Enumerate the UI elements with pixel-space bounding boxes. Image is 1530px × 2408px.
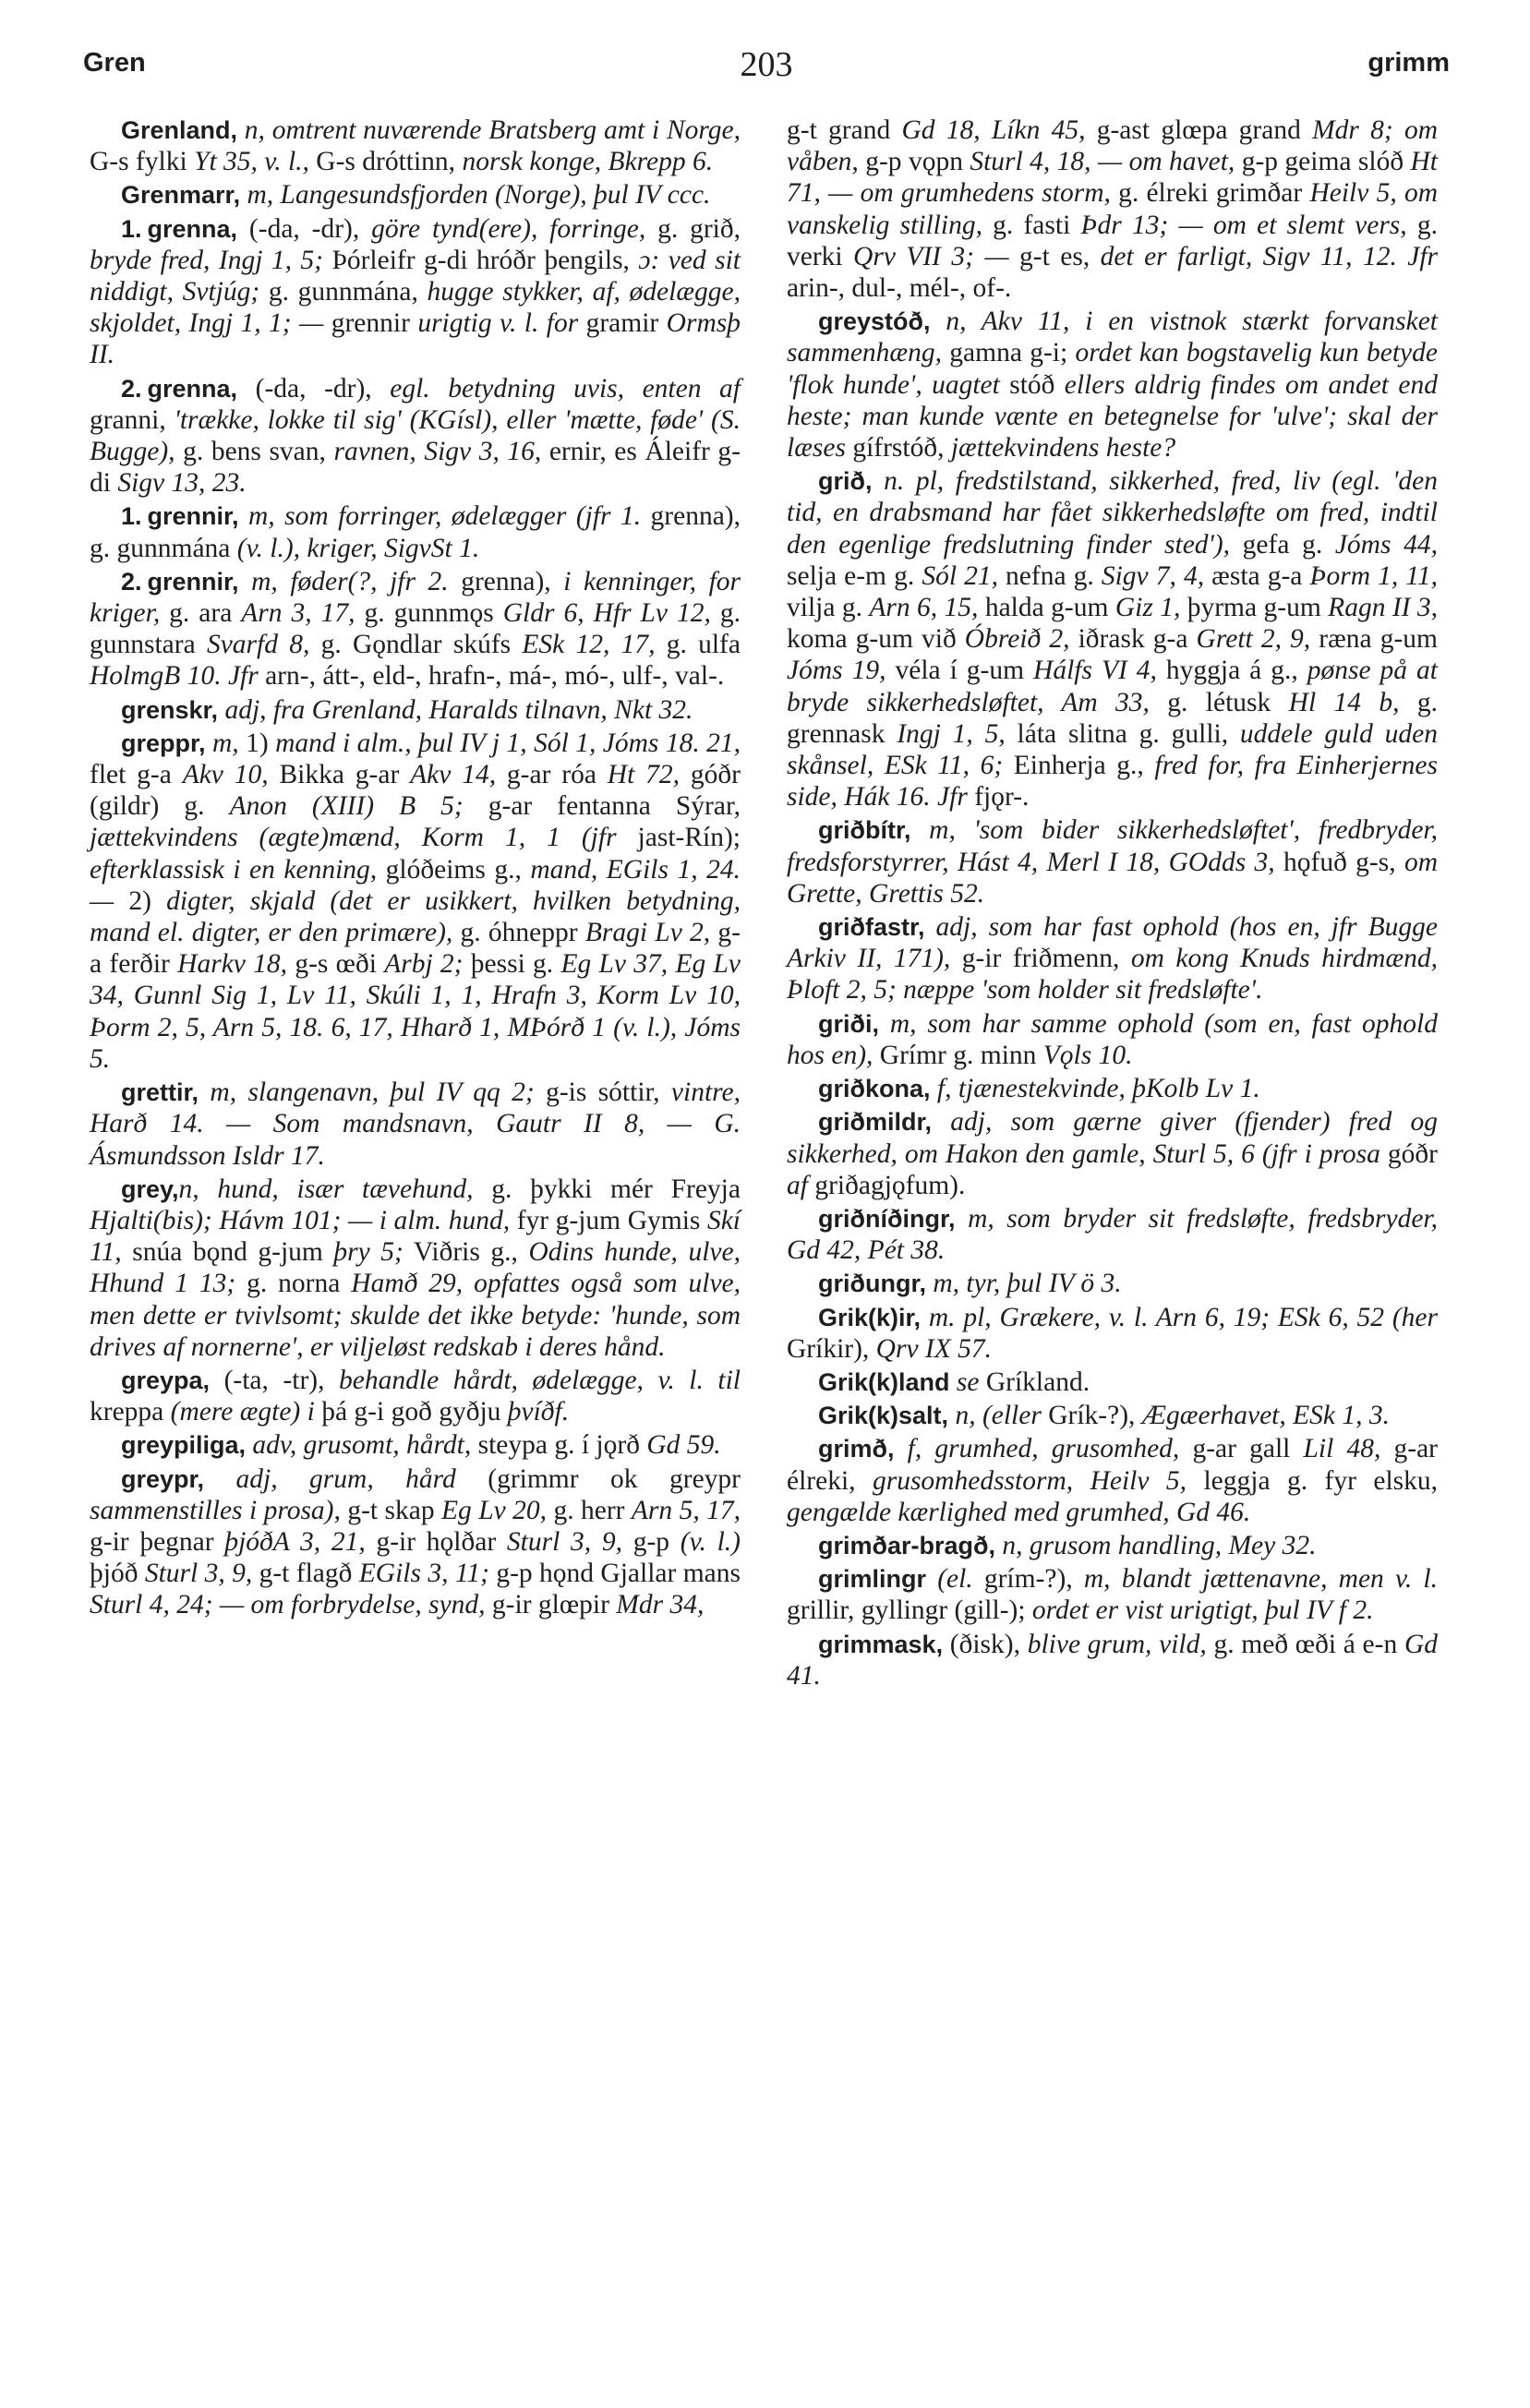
definition-text: láta slitna g. gulli,: [1005, 718, 1240, 749]
definition-text: gefa g.: [1230, 529, 1335, 560]
definition-text: Einherja g.,: [1003, 751, 1155, 781]
definition-text: g. norna: [235, 1269, 352, 1299]
definition-italic: n, grusom handling, Mey 32.: [995, 1530, 1317, 1560]
headword: grettir,: [121, 1078, 199, 1107]
dictionary-entry: [787, 114, 1438, 304]
right-guide-word: grimm: [1367, 48, 1450, 78]
dictionary-entry: [90, 1463, 741, 1621]
definition-italic: mand i alm., þul IV j 1, Sól 1, Jóms 18. 21,: [275, 728, 741, 758]
sense-number: 1.: [121, 502, 142, 531]
definition-italic: Sigv 7, 4,: [1101, 560, 1205, 591]
headword: griðmildr,: [818, 1108, 933, 1137]
definition-italic: sammenstilles i prosa),: [90, 1495, 341, 1525]
definition-text: g-ir friðmenn,: [950, 944, 1131, 974]
definition-italic: Giz 1,: [1114, 593, 1181, 623]
definition-italic: Hamð 29, opfattes også som ulve, men dette er tvivlsomt; skulde det ikke betyde: 'hunde, som drives af nornerne', er viljeløst redskab i deres hånd.: [90, 1269, 741, 1362]
definition-italic: Arn 3, 17,: [241, 598, 355, 629]
definition-italic: ordet kan bogstavelig kun betyde 'flok hunde', uagtet: [787, 338, 1438, 400]
definition-text: arn-, átt-, eld-, hrafn-, má-, mó-, ulf-, val-.: [258, 661, 725, 692]
dictionary-entry: [90, 1174, 741, 1363]
definition-text: (ðisk),: [943, 1629, 1028, 1659]
dictionary-entry: [787, 1203, 1438, 1266]
definition-italic: (v. l.): [680, 1526, 741, 1557]
definition-text: g. verki: [787, 210, 1438, 271]
definition-italic: digter, skjald (det er usikkert, hvilken betydning, mand el. digter, er den primære),: [90, 885, 741, 948]
definition-text: Grík-?),: [1041, 1401, 1142, 1431]
dictionary-entry: [787, 465, 1438, 813]
definition-italic: Ægæerhavet, ESk 1, 3.: [1141, 1401, 1390, 1431]
headword: Grik(k)salt,: [818, 1402, 949, 1430]
definition-italic: Hl 14 b,: [1288, 687, 1400, 717]
definition-italic: Odins hunde, ulve, Hhund 1 13;: [90, 1237, 741, 1299]
definition-text: G-s dróttinn,: [308, 147, 463, 177]
definition-text: g. óhneppr: [452, 918, 585, 948]
definition-italic: göre tynd(ere), forringe,: [371, 213, 646, 244]
definition-italic: jættekvindens heste?: [950, 433, 1176, 464]
definition-italic: adj, som gærne giver (fjender) fred og sikkerhed, om Hakon den gamle, Sturl 5, 6 (jfr i prosa: [787, 1107, 1438, 1169]
definition-text: g. ara: [160, 598, 242, 629]
definition-text: glóðeims g.,: [377, 854, 531, 885]
definition-text: hyggja á g.,: [1156, 656, 1307, 686]
headword: greypa,: [121, 1366, 211, 1394]
definition-text: g. ulfa: [655, 630, 741, 660]
definition-text: g. bens svan,: [175, 437, 334, 467]
headword: grimmask,: [818, 1630, 944, 1658]
definition-text: g-a ferðir: [90, 918, 741, 980]
definition-text: fjǫr-.: [967, 782, 1030, 813]
definition-italic: Sól 21,: [922, 560, 998, 591]
definition-italic: Jóms 44,: [1334, 529, 1438, 560]
definition-italic: behandle hårdt, ødelægge, v. l. til: [339, 1365, 741, 1395]
definition-text: g. með œði á e-n: [1206, 1629, 1404, 1659]
dictionary-entry: [787, 1530, 1438, 1561]
dictionary-entry: [90, 114, 741, 177]
sense-number: 2.: [121, 567, 142, 596]
dictionary-entry: [90, 373, 741, 500]
headword: griðfastr,: [818, 913, 925, 942]
definition-text: nefna g.: [997, 560, 1102, 591]
headword: greystóð,: [818, 307, 931, 336]
definition-text: g. gunnmána,: [259, 277, 428, 307]
definition-text: koma g-um við: [787, 624, 965, 655]
dictionary-entry: [787, 1629, 1438, 1692]
headword: griðungr,: [818, 1270, 926, 1298]
definition-italic: Akv 14,: [410, 760, 497, 790]
headword: greppr,: [121, 728, 206, 757]
definition-italic: Ht 71, — om grumhedens storm,: [787, 147, 1438, 209]
headword: grenskr,: [121, 695, 219, 724]
running-header: [83, 45, 1450, 94]
definition-italic: af: [787, 1170, 808, 1200]
definition-italic: bryde fred, Ingj 1, 5;: [90, 245, 323, 275]
left-column: [90, 114, 741, 1623]
definition-italic: m, som har samme ophold (som en, fast ophold hos en),: [787, 1008, 1438, 1070]
definition-text: þjóð: [90, 1559, 145, 1589]
dictionary-entry: [787, 1400, 1438, 1431]
definition-text: Viðris g.,: [403, 1237, 529, 1268]
definition-italic: Jóms 19,: [787, 656, 886, 686]
dictionary-entry: [787, 814, 1438, 909]
definition-text: g. grennask: [787, 687, 1439, 749]
headword: griðníðingr,: [818, 1204, 956, 1233]
dictionary-entry: [787, 1302, 1438, 1365]
definition-italic: jættekvindens (ægte)mænd, Korm 1, 1 (jfr: [90, 823, 617, 853]
definition-italic: Sigv 13, 23.: [117, 468, 247, 499]
definition-italic: n,: [930, 307, 982, 337]
definition-italic: Sturl 3, 9,: [506, 1526, 622, 1557]
definition-italic: om kong Knuds hirdmænd, Þloft 2, 5; næppe 'som holder sit fredsløfte'.: [787, 944, 1439, 1005]
definition-text: grenna), g. gunnmána: [90, 501, 741, 563]
definition-text: Bikka g-ar: [268, 760, 411, 790]
definition-text: (-da, -dr),: [237, 213, 372, 244]
definition-italic: gengælde kærlighed med grumhed, Gd 46.: [787, 1497, 1251, 1527]
definition-italic: Gd 41.: [787, 1629, 1438, 1691]
definition-text: g-s œði: [287, 949, 385, 980]
definition-italic: m, føder(?, jfr 2.: [238, 566, 449, 596]
definition-text: æsta g-a: [1204, 560, 1310, 591]
definition-text: g. élreki grimðar: [1110, 178, 1310, 209]
definition-italic: Arn 5, 17,: [631, 1495, 741, 1525]
definition-italic: n, omtrent nuværende Bratsberg amt i Norge,: [237, 115, 741, 145]
definition-text: jast-Rín);: [616, 823, 741, 853]
definition-italic: hugge stykker, af, ødelægge, skjoldet, Ingj 1, 1; —: [90, 277, 741, 339]
definition-italic: Sturl 4, 24; — om forbrydelse, synd,: [90, 1590, 486, 1620]
definition-italic: adj, som har fast ophold (hos en, jfr Bugge Arkiv II, 171),: [787, 912, 1438, 974]
headword: grennir,: [147, 502, 239, 531]
headword: griði,: [818, 1009, 879, 1038]
definition-text: (-ta, -tr),: [210, 1365, 340, 1395]
definition-text: gramir: [578, 308, 667, 339]
definition-italic: adj, fra Grenland, Haralds tilnavn, Nkt 32.: [218, 694, 693, 725]
definition-text: ræna g-um: [1310, 624, 1438, 655]
definition-italic: vintre, Harð 14. — Som mandsnavn, Gautr II 8, — G. Ásmundsson Isldr 17.: [90, 1078, 741, 1171]
page-number: 203: [740, 45, 793, 84]
definition-text: g-t skap: [340, 1495, 442, 1525]
dictionary-entry: [787, 911, 1438, 1006]
definition-text: g-ast glœpa grand: [1085, 115, 1313, 145]
definition-text: steypa g. í jǫrð: [471, 1430, 647, 1461]
definition-text: gífrstóð,: [845, 433, 951, 464]
definition-italic: norsk konge, Bkrepp 6.: [462, 147, 714, 177]
definition-text: g-ir þegnar: [90, 1526, 225, 1557]
definition-text: þyrma g-um: [1180, 593, 1329, 623]
definition-italic: n, hund, især tævehund,: [178, 1174, 474, 1204]
dictionary-entry: [787, 1367, 1438, 1398]
definition-italic: n. pl, fredstilstand, sikkerhed, fred, liv (egl. 'den tid, en drabsmand har fået sikkerhedsløfte om fred, indtil den egenlige fredslutning finder sted'),: [787, 466, 1438, 560]
definition-text: góðr (gildr) g.: [90, 760, 741, 822]
definition-italic: fred for, fra Einherjernes side, Hák 16. Jfr: [787, 751, 1438, 813]
definition-text: arin-, dul-, mél-, of-.: [787, 273, 1012, 304]
definition-italic: Hálfs VI 4,: [1033, 656, 1157, 686]
definition-italic: m, tyr, þul IV ö 3.: [926, 1269, 1122, 1299]
definition-text: kreppa: [90, 1397, 171, 1427]
definition-italic: om Grette, Grettis 52.: [787, 847, 1438, 909]
headword: grey,: [121, 1174, 179, 1203]
headword: griðbítr,: [818, 816, 911, 845]
definition-italic: Mdr 8; om våben,: [787, 115, 1439, 177]
definition-italic: EGils 3, 11;: [358, 1559, 489, 1589]
definition-italic: grusomhedsstorm, Heilv 5,: [872, 1465, 1187, 1496]
definition-italic: Arn 6, 15,: [869, 593, 979, 623]
headword: grimð,: [818, 1435, 895, 1463]
definition-text: selja e-m g.: [787, 560, 922, 591]
definition-text: (-da, -dr),: [237, 373, 391, 403]
definition-italic: 'trække, lokke til sig' (KGísl), eller 'mætte, føde' (S. Bugge),: [90, 404, 741, 467]
definition-italic: mand, EGils 1, 24. —: [90, 854, 741, 916]
headword: greypiliga,: [121, 1431, 247, 1460]
definition-italic: Ht 72,: [607, 760, 681, 790]
definition-text: vilja g.: [787, 593, 870, 623]
definition-italic: ellers aldrig findes om andet end heste; man kunde vænte en betegnelse for 'ulve'; skal der læses: [787, 369, 1438, 464]
definition-italic: m, 'som bider sikkerhedsløftet', fredbryder, fredsforstyrrer, Hást 4, Merl I 18, GOdds 3,: [787, 815, 1438, 877]
definition-italic: adj, grum, hård: [204, 1463, 456, 1494]
definition-italic: adv, grusomt, hårdt,: [246, 1430, 472, 1461]
definition-italic: m,: [205, 728, 247, 758]
definition-italic: Akv 11, i en vistnok stærkt forvansket sammenhæng,: [787, 307, 1438, 368]
definition-text: halda g-um: [978, 593, 1115, 623]
definition-italic: Óbreið 2,: [964, 624, 1070, 655]
definition-text: snúa bǫnd g-jum: [121, 1237, 334, 1268]
headword: grið,: [818, 467, 873, 496]
definition-text: grillir, gyllingr (gill-);: [787, 1595, 1032, 1626]
definition-text: g. Gǫndlar skúfs: [309, 630, 523, 660]
dictionary-entry: [787, 1008, 1438, 1071]
definition-text: þá g-i goð gyðju: [314, 1397, 508, 1427]
definition-italic: Hjalti(bis); Hávm 101; — i alm. hund,: [90, 1205, 511, 1235]
definition-italic: Yt 35, v. l.,: [194, 147, 309, 177]
definition-text: g-t flagð: [252, 1559, 359, 1589]
dictionary-entry: [787, 1433, 1438, 1528]
definition-italic: Svarfd 8,: [206, 630, 310, 660]
definition-text: G-s fylki: [90, 147, 195, 177]
definition-text: Grímr g. minn: [873, 1040, 1043, 1070]
definition-italic: Grett 2, 9,: [1196, 624, 1311, 655]
definition-italic: (v. l.), kriger, SigvSt 1.: [236, 533, 480, 563]
headword: Grenland,: [121, 116, 238, 144]
definition-italic: Arbj 2;: [384, 949, 464, 980]
definition-italic: uddele guld uden skånsel, ESk 11, 6;: [787, 718, 1438, 781]
definition-italic: (el.: [926, 1564, 973, 1595]
definition-italic: ESk 12, 17,: [522, 630, 656, 660]
definition-italic: þvíðf.: [507, 1397, 570, 1427]
definition-italic: Sturl 3, 9,: [144, 1559, 253, 1589]
headword: grenna,: [147, 374, 238, 403]
dictionary-entry: [90, 1077, 741, 1172]
sense-number: 2.: [121, 374, 142, 403]
headword: grimlingr: [818, 1565, 927, 1594]
definition-text: iðrask g-a: [1069, 624, 1197, 655]
definition-text: g-p vǫpn: [858, 147, 970, 177]
headword: grennir,: [147, 567, 239, 596]
definition-italic: m, som forringer, ødelægger (jfr 1.: [238, 501, 642, 532]
definition-text: g-ir hǫlðar: [365, 1526, 507, 1557]
definition-italic: pønse på at bryde sikkerhedsløftet, Am 33,: [787, 656, 1438, 717]
definition-italic: m, som bryder sit fredsløfte, fredsbryder, Gd 42, Pét 38.: [787, 1203, 1438, 1266]
headword: grenna,: [147, 214, 238, 243]
definition-italic: Ingj 1, 5,: [897, 718, 1006, 749]
definition-italic: Sturl 4, 18, — om havet,: [970, 147, 1235, 177]
left-guide-word: Gren: [83, 48, 146, 78]
dictionary-entry: [787, 1073, 1438, 1104]
definition-text: véla í g-um: [885, 656, 1034, 686]
definition-text: grím-?),: [972, 1564, 1084, 1595]
dictionary-entry: [90, 728, 741, 1075]
definition-text: fyr g-jum Gymis: [510, 1205, 707, 1235]
definition-italic: Þorm 1, 11,: [1309, 560, 1438, 591]
definition-text: Gríkland.: [979, 1367, 1090, 1397]
definition-text: g. létusk: [1149, 687, 1289, 717]
definition-italic: urigtig v. l. for: [417, 308, 579, 339]
definition-italic: egl.: [390, 373, 430, 403]
definition-text: (grimmr ok greypr: [455, 1463, 741, 1494]
definition-text: góðr: [1379, 1138, 1438, 1169]
definition-text: g. fasti: [982, 210, 1081, 240]
definition-text: gamna g-i;: [941, 338, 1076, 368]
definition-italic: Lil 48,: [1303, 1434, 1381, 1464]
definition-italic: þjóðA 3, 21,: [224, 1526, 366, 1557]
definition-italic: Skí 11,: [90, 1205, 741, 1268]
definition-italic: Eg Lv 20,: [441, 1495, 548, 1525]
definition-text: g-ar gall: [1179, 1434, 1304, 1464]
definition-text: 2): [114, 885, 167, 916]
definition-text: g. gunnmǫs: [355, 598, 503, 629]
dictionary-entry: [787, 1268, 1438, 1299]
dictionary-entry: [90, 213, 741, 371]
headword: Grenmarr,: [121, 181, 241, 210]
definition-italic: Gd 59.: [646, 1430, 721, 1461]
dictionary-entry: [90, 694, 741, 726]
definition-text: 1): [246, 728, 276, 758]
dictionary-entry: [90, 500, 741, 563]
headword: grimðar-bragð,: [818, 1531, 996, 1559]
definition-text: leggja g. fyr elsku,: [1187, 1465, 1439, 1496]
definition-italic: ravnen, Sigv 3, 16,: [333, 437, 542, 467]
definition-text: hǫfuð g-s,: [1274, 847, 1404, 877]
headword: Grik(k)ir,: [818, 1303, 922, 1331]
definition-text: g-ir glœpir: [485, 1590, 617, 1620]
definition-text: grenna),: [448, 566, 564, 596]
dictionary-entry: [90, 566, 741, 692]
definition-italic: efterklassisk i en kenning,: [90, 854, 378, 885]
definition-text: g-t es,: [1008, 241, 1101, 271]
headword: griðkona,: [818, 1075, 931, 1103]
definition-italic: m. pl, Grækere, v. l. Arn 6, 19; ESk 6, 52 (her: [921, 1302, 1438, 1332]
definition-text: Þórleifr g-di hróðr þengils,: [323, 245, 639, 275]
definition-italic: Qrv IX 57.: [875, 1333, 993, 1364]
definition-text: ernir, es Áleifr g-di: [90, 437, 741, 499]
definition-text: g-p hǫnd Gjallar mans: [488, 1559, 741, 1589]
definition-text: Gríkir),: [787, 1333, 876, 1364]
definition-italic: ɔ: ved sit niddigt, Svtjúg;: [90, 245, 741, 307]
definition-italic: þry 5;: [333, 1237, 404, 1268]
definition-italic: Gd 18, Líkn 45,: [901, 115, 1086, 145]
headword: greypr,: [121, 1464, 205, 1493]
definition-text: g. þykki mér Freyja: [473, 1174, 741, 1204]
definition-text: þessi g.: [463, 949, 561, 980]
definition-italic: blive grum, vild,: [1027, 1629, 1207, 1659]
definition-italic: f, tjænestekvinde, þKolb Lv 1.: [930, 1074, 1260, 1104]
dictionary-entry: [90, 1365, 741, 1427]
definition-italic: n, (eller: [948, 1401, 1042, 1431]
definition-italic: Harkv 18,: [177, 949, 288, 980]
definition-text: g-ar róa: [496, 760, 608, 790]
definition-italic: Akv 10,: [182, 760, 269, 790]
definition-text: g-ar élreki,: [787, 1434, 1438, 1496]
definition-italic: Anon (XIII) B 5;: [229, 791, 464, 822]
definition-italic: (mere ægte) i: [170, 1397, 315, 1427]
definition-italic: ordet er vist urigtigt, þul IV f 2.: [1031, 1595, 1374, 1626]
definition-italic: Eg Lv 37, Eg Lv 34, Gunnl Sig 1, Lv 11, Skúli 1, 1, Hrafn 3, Korm Lv 10, Þorm 2, 5, Arn 5, 18. 6, 17, Hharð 1, MÞórð 1 (v. l.), Jóms 5.: [90, 949, 741, 1074]
definition-italic: Bragi Lv 2,: [584, 918, 711, 948]
definition-italic: Þdr 13; — om et slemt vers,: [1080, 210, 1407, 240]
right-column: [787, 114, 1438, 1693]
definition-italic: HolmgB 10. Jfr: [90, 661, 259, 692]
definition-text: g-t grand: [787, 115, 902, 145]
definition-italic: Heilv 5, om vanskelig stilling,: [787, 178, 1438, 240]
definition-italic: m, slangenavn, þul IV qq 2;: [199, 1078, 535, 1108]
dictionary-entry: [787, 1106, 1438, 1201]
definition-italic: Qrv VII 3; —: [853, 241, 1009, 271]
definition-text: g-is sóttir,: [534, 1078, 671, 1108]
definition-italic: se: [949, 1367, 980, 1397]
definition-italic: betydning uvis, enten af: [429, 373, 741, 403]
definition-text: stóð: [999, 369, 1065, 400]
definition-italic: Ragn II 3,: [1328, 593, 1439, 623]
definition-italic: Ormsþ II.: [90, 308, 741, 370]
definition-text: g. grið,: [645, 213, 741, 244]
dictionary-entry: [90, 179, 741, 211]
definition-text: g. herr: [547, 1495, 632, 1525]
definition-italic: i kenninger, for kriger,: [90, 566, 741, 629]
dictionary-entry: [90, 1429, 741, 1461]
definition-text: g-ar fentanna Sýrar,: [463, 791, 741, 822]
definition-italic: Vǫls 10.: [1042, 1040, 1133, 1070]
definition-italic: m, Langesundsfjorden (Norge), þul IV ccc.: [240, 180, 711, 211]
definition-text: g-p geima slóð: [1235, 147, 1411, 177]
dictionary-entry: [787, 1563, 1438, 1626]
sense-number: 1.: [121, 214, 142, 243]
definition-text: griðagjǫfum).: [807, 1170, 966, 1200]
definition-text: grennir: [323, 308, 418, 339]
definition-text: granni,: [90, 404, 175, 435]
definition-italic: f, grumhed, grusomhed,: [894, 1434, 1180, 1464]
definition-italic: Gldr 6, Hfr Lv 12,: [502, 598, 711, 629]
headword: Grik(k)land: [818, 1367, 950, 1396]
definition-italic: det er farligt, Sigv 11, 12. Jfr: [1100, 241, 1439, 271]
definition-text: g-p: [621, 1526, 681, 1557]
definition-text: flet g-a: [90, 760, 183, 790]
definition-italic: m, blandt jættenavne, men v. l.: [1083, 1564, 1438, 1595]
definition-italic: Mdr 34,: [616, 1590, 705, 1620]
definition-text: g. gunnstara: [90, 598, 741, 660]
dictionary-entry: [787, 306, 1438, 464]
